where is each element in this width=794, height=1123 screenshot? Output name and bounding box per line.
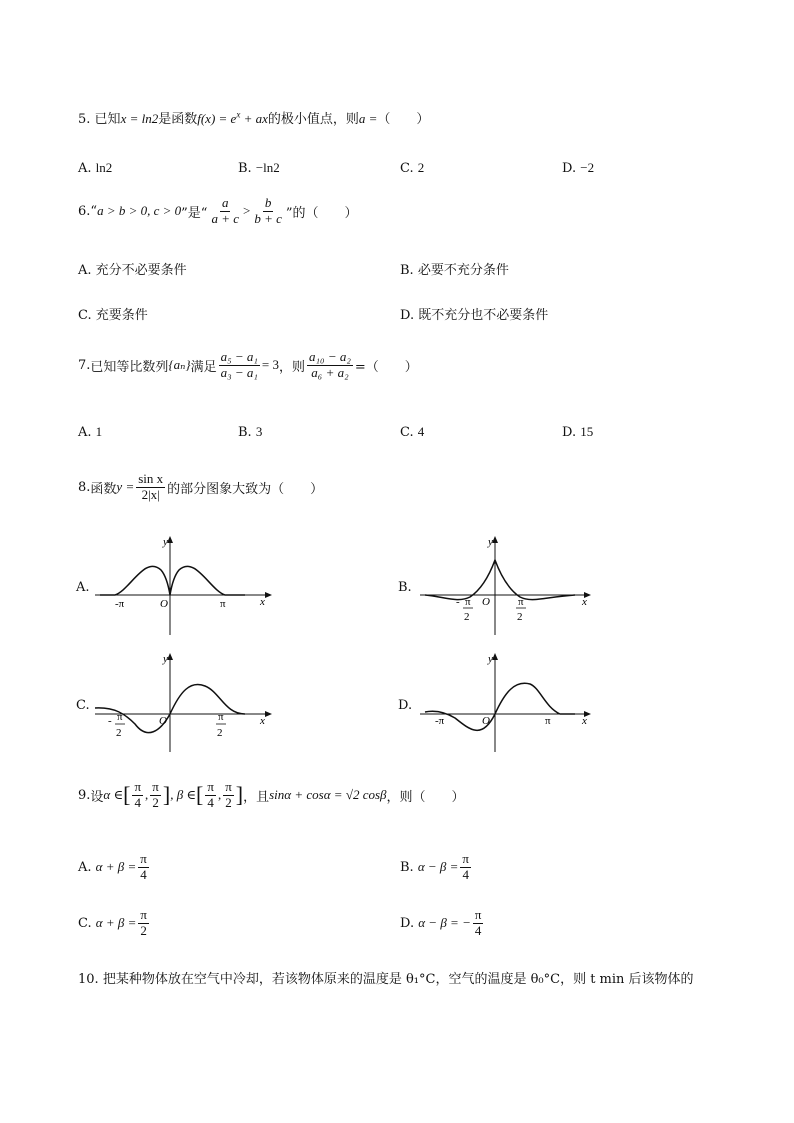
fraction xyxy=(205,780,216,811)
option-text: 充要条件 xyxy=(95,308,148,323)
bracket-right: ] xyxy=(235,782,244,808)
option-text: 必要不充分条件 xyxy=(417,263,509,278)
x-axis-label: x xyxy=(582,596,587,608)
tick-label: π xyxy=(518,596,524,608)
question-number: 5. xyxy=(78,112,91,127)
math-operator: > xyxy=(243,203,251,219)
fraction xyxy=(473,908,484,939)
fraction-denominator: a₃ − a₁ xyxy=(220,364,258,380)
option-label: B. xyxy=(400,263,414,278)
fraction xyxy=(138,852,149,883)
question-number: 6. xyxy=(78,203,91,219)
tick-pos xyxy=(516,596,526,623)
tick-label: π xyxy=(220,598,226,610)
stem-text: ，则 xyxy=(279,359,306,375)
stem-text: 是函数 xyxy=(158,112,198,127)
option-text: 15 xyxy=(580,424,594,439)
y-axis-label: y xyxy=(488,536,493,548)
option-label: A. xyxy=(78,859,92,875)
y-axis-label: y xyxy=(163,536,168,548)
fraction-numerator: π xyxy=(474,907,482,922)
fraction-denominator: b + c xyxy=(254,210,282,226)
math-expression: y = xyxy=(116,479,135,495)
fraction xyxy=(219,350,260,381)
option-d[interactable] xyxy=(562,424,593,440)
option-label: D. xyxy=(562,161,577,176)
fraction-denominator: 2|x| xyxy=(141,486,160,502)
option-text: 1 xyxy=(95,424,103,439)
stem-text: 已知等比数列 xyxy=(90,359,169,375)
option-label: A. xyxy=(78,161,92,176)
fraction-denominator: 2 xyxy=(140,922,147,938)
fraction-denominator: 4 xyxy=(474,922,482,938)
stem-text: 设 xyxy=(90,789,104,805)
tick-label: π xyxy=(545,715,551,727)
y-axis-label: y xyxy=(488,653,493,665)
option-b[interactable] xyxy=(238,424,262,440)
tick-label: - xyxy=(108,715,112,727)
fraction-numerator: π xyxy=(225,779,232,794)
origin-label: O xyxy=(159,715,167,727)
math-expression: a > b > 0, c > 0 xyxy=(97,203,182,219)
option-d[interactable] xyxy=(400,304,548,323)
tick-label: - xyxy=(456,596,460,608)
stem-text: ”是“ xyxy=(181,205,208,221)
fraction xyxy=(223,780,234,811)
question-number: 8. xyxy=(78,479,91,495)
fraction-numerator: π xyxy=(152,779,159,794)
x-axis-label: x xyxy=(260,715,265,727)
fraction-numerator: b xyxy=(264,195,272,210)
question-9-stem xyxy=(78,780,465,811)
option-label: B. xyxy=(238,161,252,176)
option-c[interactable] xyxy=(400,424,424,440)
fraction-numerator: π xyxy=(462,851,469,866)
fraction-numerator: π xyxy=(140,907,147,922)
option-c-label[interactable]: C. xyxy=(76,698,90,713)
option-text: −ln2 xyxy=(255,160,280,175)
fraction-numerator: π xyxy=(207,779,214,794)
option-text: 充分不必要条件 xyxy=(95,263,187,278)
curve xyxy=(100,566,245,595)
tick-neg xyxy=(108,711,125,739)
fraction xyxy=(132,780,143,811)
question-7-stem xyxy=(78,350,418,381)
math-expression: α ∈ xyxy=(103,787,124,803)
option-d-label[interactable]: D. xyxy=(398,698,413,713)
question-number: 9. xyxy=(78,787,91,803)
option-label: D. xyxy=(400,915,415,931)
y-axis-arrow xyxy=(167,536,173,543)
option-label: C. xyxy=(78,915,92,931)
fraction-denominator: a₆ + a₂ xyxy=(311,364,349,380)
fraction-denominator: 4 xyxy=(134,794,141,810)
tick-label: 2 xyxy=(464,611,470,623)
math-expression: α + β = xyxy=(95,859,137,875)
fraction-denominator: a + c xyxy=(211,210,239,226)
fraction-denominator: 4 xyxy=(207,794,214,810)
option-c[interactable] xyxy=(400,160,424,176)
stem-text: =（ ） xyxy=(354,359,418,375)
bracket-left: [ xyxy=(123,782,131,808)
curve xyxy=(425,560,575,600)
option-label: D. xyxy=(400,308,415,323)
option-label: C. xyxy=(78,308,92,323)
option-b[interactable] xyxy=(400,259,509,278)
option-c[interactable] xyxy=(78,908,151,939)
option-a[interactable] xyxy=(78,160,112,176)
bracket-left: [ xyxy=(196,782,204,808)
question-8-stem xyxy=(78,472,323,503)
tick-label: 2 xyxy=(217,727,223,739)
option-text: ln2 xyxy=(95,160,113,175)
tick-label: π xyxy=(218,711,224,723)
graph-a[interactable] xyxy=(95,535,275,640)
option-label: B. xyxy=(400,859,414,875)
math-expression: α + β = xyxy=(95,915,137,931)
x-axis-arrow xyxy=(265,592,272,598)
x-axis-label: x xyxy=(260,596,265,608)
option-text: 3 xyxy=(255,424,263,439)
comma: , xyxy=(217,787,222,803)
fraction-numerator: π xyxy=(134,779,142,794)
fraction xyxy=(136,472,165,503)
fraction xyxy=(209,196,241,227)
tick-label: -π xyxy=(435,715,445,727)
stem-text: ，则（ ） xyxy=(386,789,465,805)
y-axis-arrow xyxy=(492,653,498,660)
fraction-numerator: π xyxy=(140,851,147,866)
origin-label: O xyxy=(482,715,490,727)
math-expression: {aₙ} xyxy=(168,357,191,373)
tick-label: 2 xyxy=(116,727,122,739)
option-text: 既不充分也不必要条件 xyxy=(418,308,549,323)
math-expression: f(x) = e xyxy=(197,111,237,126)
math-expression: α − β = − xyxy=(418,915,471,931)
option-a-label[interactable]: A. xyxy=(76,580,90,595)
fraction-numerator: a₁₀ − a₂ xyxy=(309,349,351,364)
answer-blank: （ ） xyxy=(377,112,430,127)
stem-text: 把某种物体放在空气中冷却，若该物体原来的温度是 θ₁°C，空气的温度是 θ₀°C，则 t min 后该物体的 xyxy=(102,972,694,987)
y-axis-arrow xyxy=(492,536,498,543)
stem-text: 函数 xyxy=(90,481,117,497)
option-d[interactable] xyxy=(400,908,485,939)
fraction-numerator: a₅ − a₁ xyxy=(220,349,258,364)
math-expression: + ax xyxy=(240,111,268,126)
option-label: A. xyxy=(78,425,92,440)
x-axis-arrow xyxy=(265,711,272,717)
option-a[interactable] xyxy=(78,259,187,278)
question-10-stem xyxy=(78,968,694,987)
graph-c[interactable] xyxy=(95,652,275,757)
math-expression: x = ln2 xyxy=(120,111,159,126)
option-text: −2 xyxy=(580,160,595,175)
origin-label: O xyxy=(160,598,168,610)
origin-label: O xyxy=(482,596,490,608)
question-6-stem xyxy=(78,196,358,227)
option-text: 2 xyxy=(417,160,425,175)
option-b[interactable] xyxy=(400,852,473,883)
bracket-right: ] xyxy=(162,782,171,808)
stem-text: 的极小值点，则 xyxy=(267,112,359,127)
math-expression: α − β = xyxy=(417,859,459,875)
y-axis-arrow xyxy=(167,653,173,660)
fraction xyxy=(138,908,149,939)
tick-pos xyxy=(216,711,226,739)
question-5-stem xyxy=(78,108,429,127)
fraction-denominator: 2 xyxy=(152,794,159,810)
fraction-denominator: 4 xyxy=(140,866,147,882)
tick-label: π xyxy=(117,711,123,723)
stem-text: ，且 xyxy=(243,789,270,805)
comma: , xyxy=(145,787,149,803)
option-b[interactable] xyxy=(238,160,280,176)
fraction xyxy=(460,852,471,883)
stem-text: 已知 xyxy=(94,112,121,127)
option-a[interactable] xyxy=(78,424,102,440)
option-c[interactable] xyxy=(78,304,148,323)
option-a[interactable] xyxy=(78,852,151,883)
stem-text: 满足 xyxy=(190,359,217,375)
fraction-numerator: a xyxy=(221,195,229,210)
option-label: C. xyxy=(400,425,414,440)
fraction-denominator: 2 xyxy=(225,794,232,810)
math-superscript: x xyxy=(236,109,241,120)
fraction xyxy=(307,350,353,381)
graph-d[interactable] xyxy=(420,652,595,757)
curve xyxy=(425,683,575,730)
stem-text: “ xyxy=(90,203,98,219)
x-axis-label: x xyxy=(582,715,587,727)
math-expression: , β ∈ xyxy=(170,787,197,803)
option-d[interactable] xyxy=(562,160,594,176)
tick-label: 2 xyxy=(517,611,523,623)
option-label: C. xyxy=(400,161,414,176)
tick-label: π xyxy=(465,596,471,608)
option-text: 4 xyxy=(417,424,425,439)
fraction-numerator: sin x xyxy=(138,471,164,486)
option-label: D. xyxy=(562,425,577,440)
option-label: B. xyxy=(238,425,252,440)
fraction xyxy=(252,196,284,227)
question-number: 7. xyxy=(78,357,91,373)
stem-text: 的部分图象大致为（ ） xyxy=(167,481,324,497)
graph-b[interactable] xyxy=(420,535,595,640)
stem-text: ”的（ ） xyxy=(285,205,358,221)
y-axis-label: y xyxy=(163,653,168,665)
tick-label: -π xyxy=(115,598,125,610)
question-number: 10. xyxy=(78,972,99,987)
math-expression: a = xyxy=(358,111,378,126)
option-label: A. xyxy=(78,263,92,278)
fraction-denominator: 4 xyxy=(462,866,469,882)
option-b-label[interactable]: B. xyxy=(398,580,412,595)
fraction xyxy=(150,780,161,811)
tick-neg xyxy=(456,596,473,623)
math-expression: sinα + cosα = √2 cosβ xyxy=(269,787,387,803)
math-expression: = 3 xyxy=(261,357,280,373)
